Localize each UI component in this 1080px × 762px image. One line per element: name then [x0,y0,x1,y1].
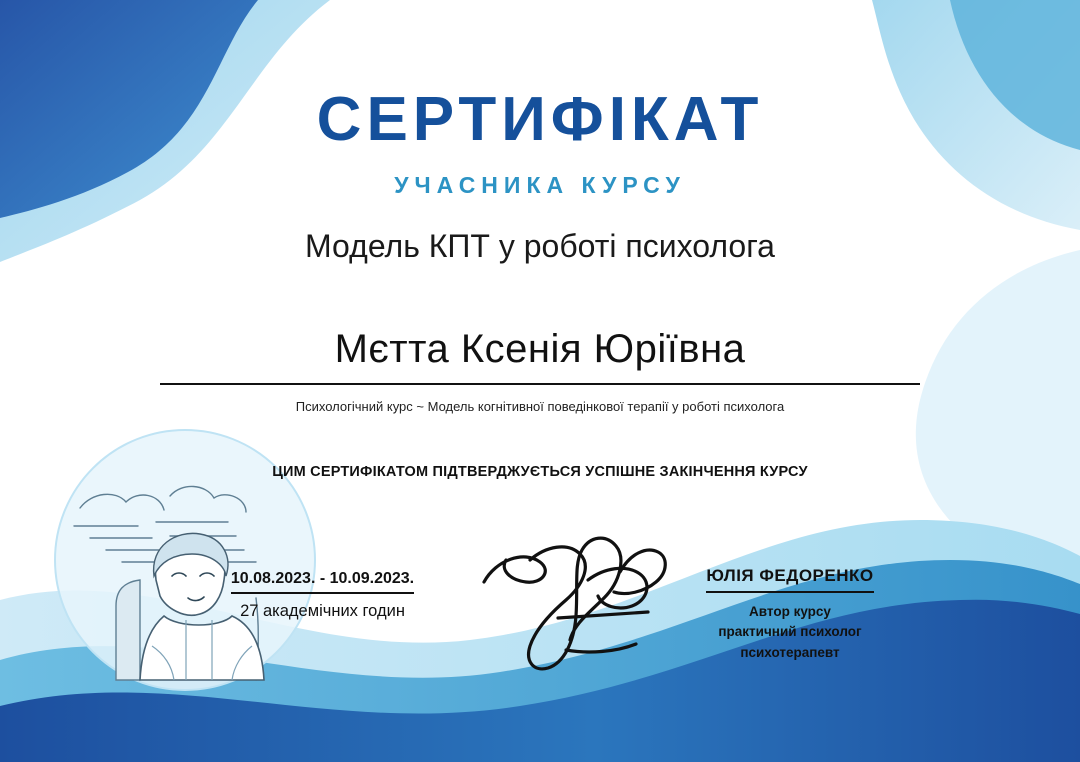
signer-role-line-3: психотерапевт [740,644,840,660]
recipient-block [0,327,1080,380]
course-hours: 27 академічних годин [240,602,405,620]
course-date-range: 10.08.2023. - 10.09.2023. [231,570,414,594]
signer-role-line-2: практичний психолог [718,624,862,640]
completion-statement: ЦИМ СЕРТИФІКАТОМ ПІДТВЕРДЖУЄТЬСЯ УСПІШНЕ ЗАКІНЧЕННЯ КУРСУ [272,464,808,480]
signer-name: ЮЛІЯ ФЕДОРЕНКО [706,566,873,593]
date-hours-block [215,570,430,621]
course-name: Модель КПТ у роботі психолога [305,228,775,264]
signature-icon [470,520,680,680]
recipient-underline [160,383,920,385]
course-description: Психологічний курс ~ Модель когнітивної поведінкової терапії у роботі психолога [295,399,785,414]
signer-role [660,602,920,663]
signer-block [660,566,920,663]
recipient-name: Мєтта Ксенія Юріївна [334,327,746,371]
certificate-title: СЕРТИФІКАТ [316,85,764,154]
signer-role-line-1: Автор курсу [749,604,831,619]
certificate-subtitle: УЧАСНИКА КУРСУ [394,172,686,198]
woman-thinking-illustration-icon [60,430,305,685]
